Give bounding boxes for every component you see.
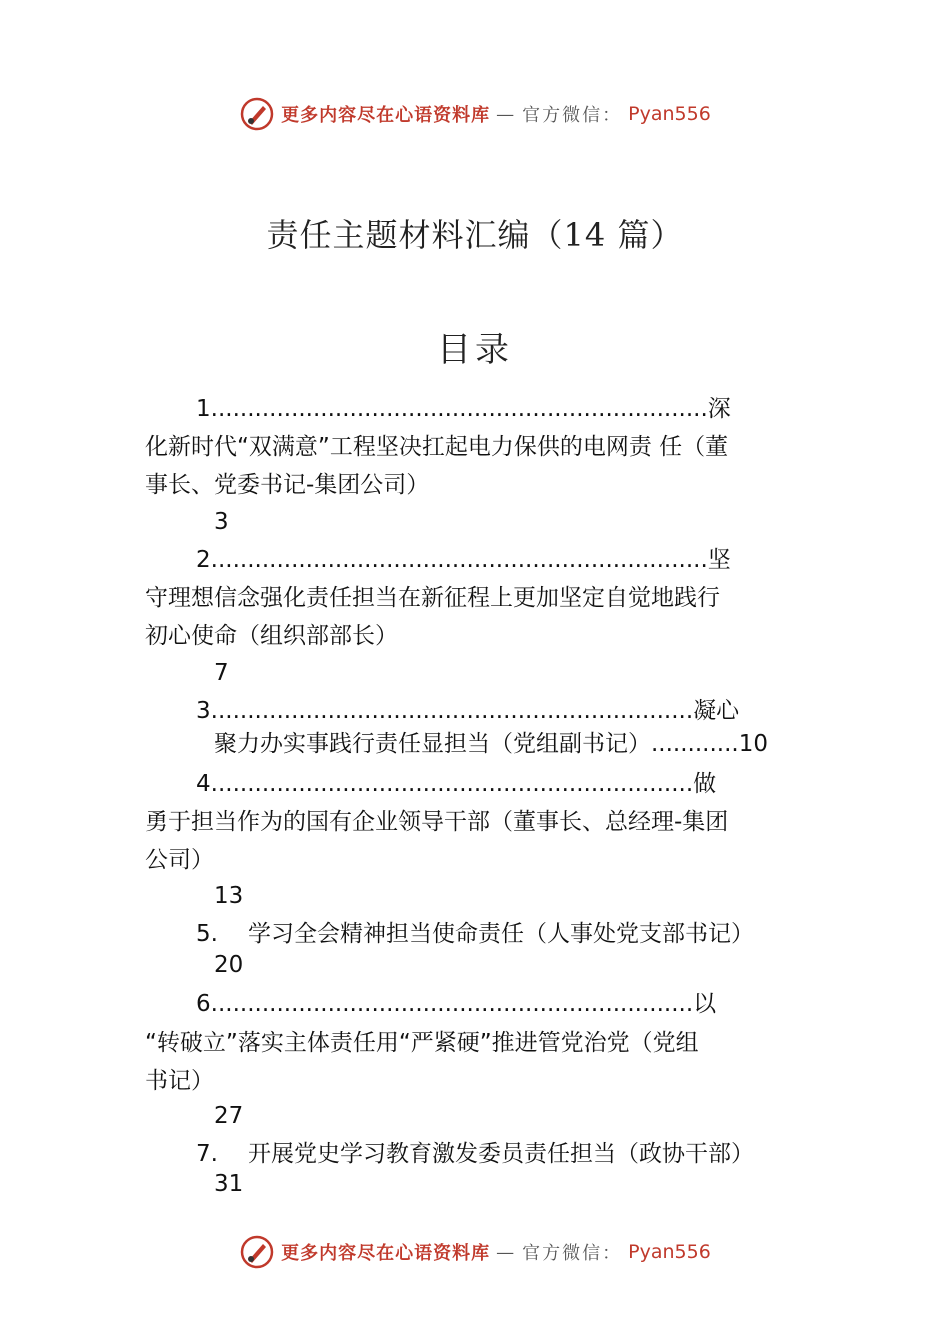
banner-brand: 更多内容尽在心语资料库 bbox=[281, 105, 491, 126]
toc-entry-1-line-2: 事长、党委书记-集团公司） bbox=[145, 472, 430, 498]
entry-number: 5. bbox=[196, 921, 218, 947]
toc-entry-2-line-1: 守理想信念强化责任担当在新征程上更加坚定自觉地践行 bbox=[145, 585, 720, 611]
toc-entry-5[interactable] bbox=[196, 919, 754, 949]
toc-entry-1-line-1: 化新时代“双满意”工程坚决扛起电力保供的电网责 任（董 bbox=[145, 434, 729, 460]
entry-first-char: 深 bbox=[707, 396, 731, 422]
toc-entry-7[interactable] bbox=[196, 1139, 754, 1169]
toc-entry-1-page: 3 bbox=[214, 509, 229, 535]
toc-entry-5-page: 20 bbox=[214, 952, 244, 978]
banner-wechat-id: Pyan556 bbox=[628, 1241, 711, 1263]
pen-seal-logo-icon bbox=[239, 96, 275, 132]
entry-number: 4. bbox=[196, 771, 218, 797]
entry-first-char: 做 bbox=[693, 771, 717, 797]
entry-text: 开展党史学习教育激发委员责任担当（政协干部） bbox=[247, 1141, 754, 1167]
entry-continuation: 聚力办实事践行责任显担当（党组副书记）............ bbox=[214, 731, 739, 757]
entry-leader-dots: ................................................................... bbox=[217, 396, 708, 422]
toc-entry-3-lead[interactable] bbox=[196, 696, 739, 726]
entry-leader-dots: ................................................................. bbox=[217, 698, 694, 724]
toc-entry-1-lead[interactable] bbox=[196, 394, 731, 424]
entry-first-char: 坚 bbox=[707, 547, 731, 573]
footer-watermark bbox=[0, 1232, 950, 1272]
entry-leader-dots: ................................................................. bbox=[217, 771, 694, 797]
toc-entry-4-line-2: 公司） bbox=[145, 847, 214, 873]
toc-entry-6-line-1: “转破立”落实主体责任用“严紧硬”推进管党治党（党组 bbox=[145, 1030, 699, 1056]
toc-heading: 目录 bbox=[437, 330, 513, 370]
banner-official: 官方微信： bbox=[522, 105, 623, 126]
header-watermark bbox=[0, 94, 950, 134]
entry-number: 1. bbox=[196, 396, 218, 422]
document-title: 责任主题材料汇编（14 篇） bbox=[266, 216, 684, 254]
banner-dash: — bbox=[496, 1241, 517, 1263]
toc-entry-6-lead[interactable] bbox=[196, 989, 716, 1019]
toc-entry-3-page: 10 bbox=[738, 731, 769, 757]
banner-brand: 更多内容尽在心语资料库 bbox=[281, 1243, 491, 1264]
toc-entry-2-page: 7 bbox=[214, 660, 229, 686]
banner-dash: — bbox=[496, 103, 517, 125]
banner-official: 官方微信： bbox=[522, 1243, 623, 1264]
toc-entry-2-line-2: 初心使命（组织部部长） bbox=[145, 623, 398, 649]
entry-leader-dots: ................................................................... bbox=[217, 547, 708, 573]
pen-seal-logo-icon bbox=[239, 1234, 275, 1270]
toc-entry-3-line-1 bbox=[214, 729, 768, 759]
toc-entry-7-page: 31 bbox=[214, 1171, 244, 1197]
entry-text: 学习全会精神担当使命责任（人事处党支部书记） bbox=[247, 921, 754, 947]
toc-entry-4-page: 13 bbox=[214, 883, 244, 909]
toc-entry-4-lead[interactable] bbox=[196, 769, 716, 799]
banner-wechat-id: Pyan556 bbox=[628, 103, 711, 125]
toc-entry-2-lead[interactable] bbox=[196, 545, 731, 575]
toc-entry-6-line-2: 书记） bbox=[145, 1068, 214, 1094]
entry-leader-dots: ................................................................. bbox=[217, 991, 694, 1017]
entry-number: 3. bbox=[196, 698, 218, 724]
entry-number: 6. bbox=[196, 991, 218, 1017]
entry-number: 2. bbox=[196, 547, 218, 573]
entry-first-char: 以 bbox=[693, 991, 717, 1017]
entry-first-char: 凝心 bbox=[693, 698, 740, 724]
entry-number: 7. bbox=[196, 1141, 218, 1167]
toc-entry-4-line-1: 勇于担当作为的国有企业领导干部（董事长、总经理-集团 bbox=[145, 809, 729, 835]
toc-entry-6-page: 27 bbox=[214, 1103, 244, 1129]
